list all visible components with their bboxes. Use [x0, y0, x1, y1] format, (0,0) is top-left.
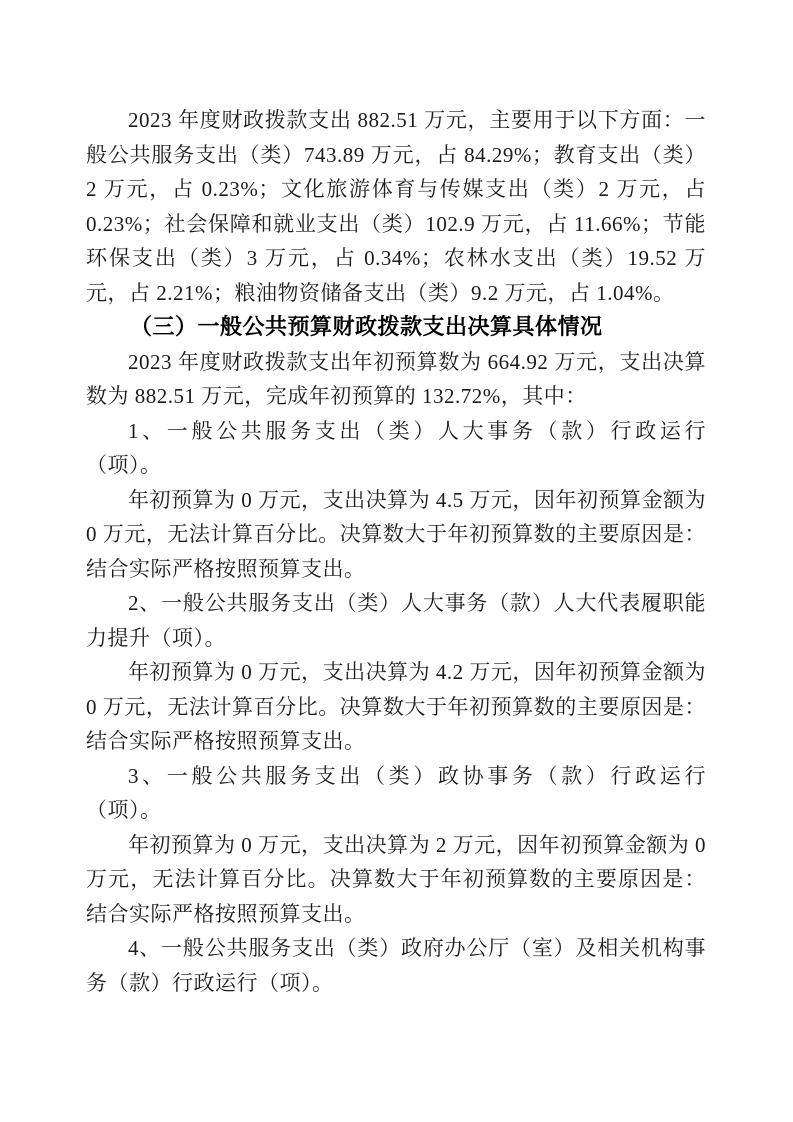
paragraph-expenditure-overview: 2023 年度财政拨款支出 882.51 万元，主要用于以下方面：一般公共服务支出（类）743.89 万元，占 84.29%；教育支出（类）2 万元，占 0.23%；文化旅游体育与传媒支出（类）2 万元，占 0.23%；社会保障和就业支出（类）102.9 万元，占 11.66%；节能环保支出（类）3 万元，占 0.34%；农林水支出（类）19.52 万元，占 2.21%；粮油物资储备支出（类）9.2 万元，占 1.04%。 — [86, 108, 706, 305]
paragraph-item-1-detail: 年初预算为 0 万元，支出决算为 4.5 万元，因年初预算金额为 0 万元，无法计算百分比。决算数大于年初预算数的主要原因是：结合实际严格按照预算支出。 — [86, 487, 706, 581]
paragraph-item-3-detail: 年初预算为 0 万元，支出决算为 2 万元，因年初预算金额为 0 万元，无法计算百分比。决算数大于年初预算数的主要原因是：结合实际严格按照预算支出。 — [86, 832, 706, 926]
paragraph-item-1-title: 1、一般公共服务支出（类）人大事务（款）行政运行（项）。 — [86, 418, 706, 477]
paragraph-budget-vs-actual: 2023 年度财政拨款支出年初预算数为 664.92 万元，支出决算数为 882.51 万元，完成年初预算的 132.72%，其中： — [86, 349, 706, 408]
paragraph-item-3-title: 3、一般公共服务支出（类）政协事务（款）行政运行（项）。 — [86, 763, 706, 822]
document-content — [86, 103, 706, 1000]
paragraph-item-4-title: 4、一般公共服务支出（类）政府办公厅（室）及相关机构事务（款）行政运行（项）。 — [86, 936, 706, 995]
paragraph-item-2-detail: 年初预算为 0 万元，支出决算为 4.2 万元，因年初预算金额为 0 万元，无法计算百分比。决算数大于年初预算数的主要原因是：结合实际严格按照预算支出。 — [86, 660, 706, 753]
paragraph-item-2-title: 2、一般公共服务支出（类）人大事务（款）人大代表履职能力提升（项）。 — [86, 591, 706, 650]
section-heading-3: （三）一般公共预算财政拨款支出决算具体情况 — [130, 314, 603, 339]
